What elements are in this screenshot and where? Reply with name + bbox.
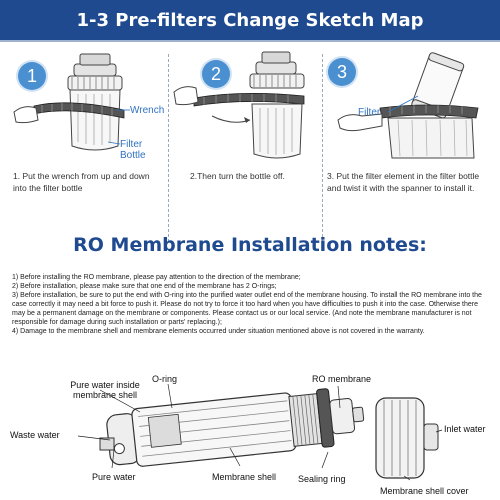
step-3-illustration <box>336 50 492 163</box>
note-item: 1) Before installing the RO membrane, please pay attention to the direction of the membrane; <box>12 274 301 281</box>
filter-bottle-callout: Filter Bottle <box>120 139 146 161</box>
step-1-illustration <box>8 50 164 163</box>
step-divider-1 <box>168 54 169 242</box>
note-item: 3) Before installation, be sure to put the end with O-ring into the purified water outlet end of the membrane housing. To install the RO membrane into the case correctly it may need a bit force to push it. Please do not try to force it too hard when you have difficulties to push it into the case. Otherwise there may be a permanent damage on the membrane or components. Please contact us or our local service. (And note the membrane manufacturer is not responsible for damage during such installation or parts' replacing.); <box>12 292 482 326</box>
membrane-diagram <box>0 360 500 500</box>
step-3-text: 3. Put the filter element in the filter bottle and twist it with the spanner to install it. <box>327 171 480 193</box>
label-o-ring: O-ring <box>152 374 178 384</box>
label-membrane-shell-cover: Membrane shell cover <box>380 486 469 496</box>
step-2-illustration <box>172 50 328 163</box>
label-pure-water-inside: Pure water inside membrane shell <box>70 380 140 400</box>
banner-underline <box>0 40 500 42</box>
step-1-text: 1. Put the wrench from up and down into the filter bottle <box>13 171 150 193</box>
step-2-number: 2 <box>210 63 221 84</box>
note-item: 2) Before installation, please make sure that one end of the membrane has 2 O-rings; <box>12 283 277 290</box>
note-item: 4) Damage to the membrane shell and membrane elements occurred under situation mentioned above is not covered in the warranty. <box>12 328 425 335</box>
label-inlet-water: Inlet water <box>444 424 486 434</box>
step-1-number: 1 <box>26 65 37 86</box>
step-3-number: 3 <box>336 61 347 82</box>
step-3-badge <box>328 58 356 86</box>
step-2-badge <box>202 60 230 88</box>
label-membrane-shell: Membrane shell <box>212 472 277 482</box>
label-ro-membrane: RO membrane <box>312 374 372 384</box>
label-pure-water: Pure water <box>92 472 136 482</box>
step-divider-2 <box>322 54 323 242</box>
label-waste-water: Waste water <box>10 430 60 440</box>
step-2-drawing <box>172 50 328 163</box>
installation-notes <box>12 273 492 336</box>
step-2-text: 2.Then turn the bottle off. <box>190 171 285 181</box>
membrane-section-title: RO Membrane Installation notes: <box>73 234 427 256</box>
label-sealing-ring: Sealing ring <box>298 474 346 484</box>
wrench-callout: Wrench <box>130 105 165 116</box>
page-title: 1-3 Pre-filters Change Sketch Map <box>76 9 424 31</box>
filter-callout: Filter <box>358 107 381 118</box>
step-1-badge <box>18 62 46 90</box>
header-banner <box>0 0 500 40</box>
